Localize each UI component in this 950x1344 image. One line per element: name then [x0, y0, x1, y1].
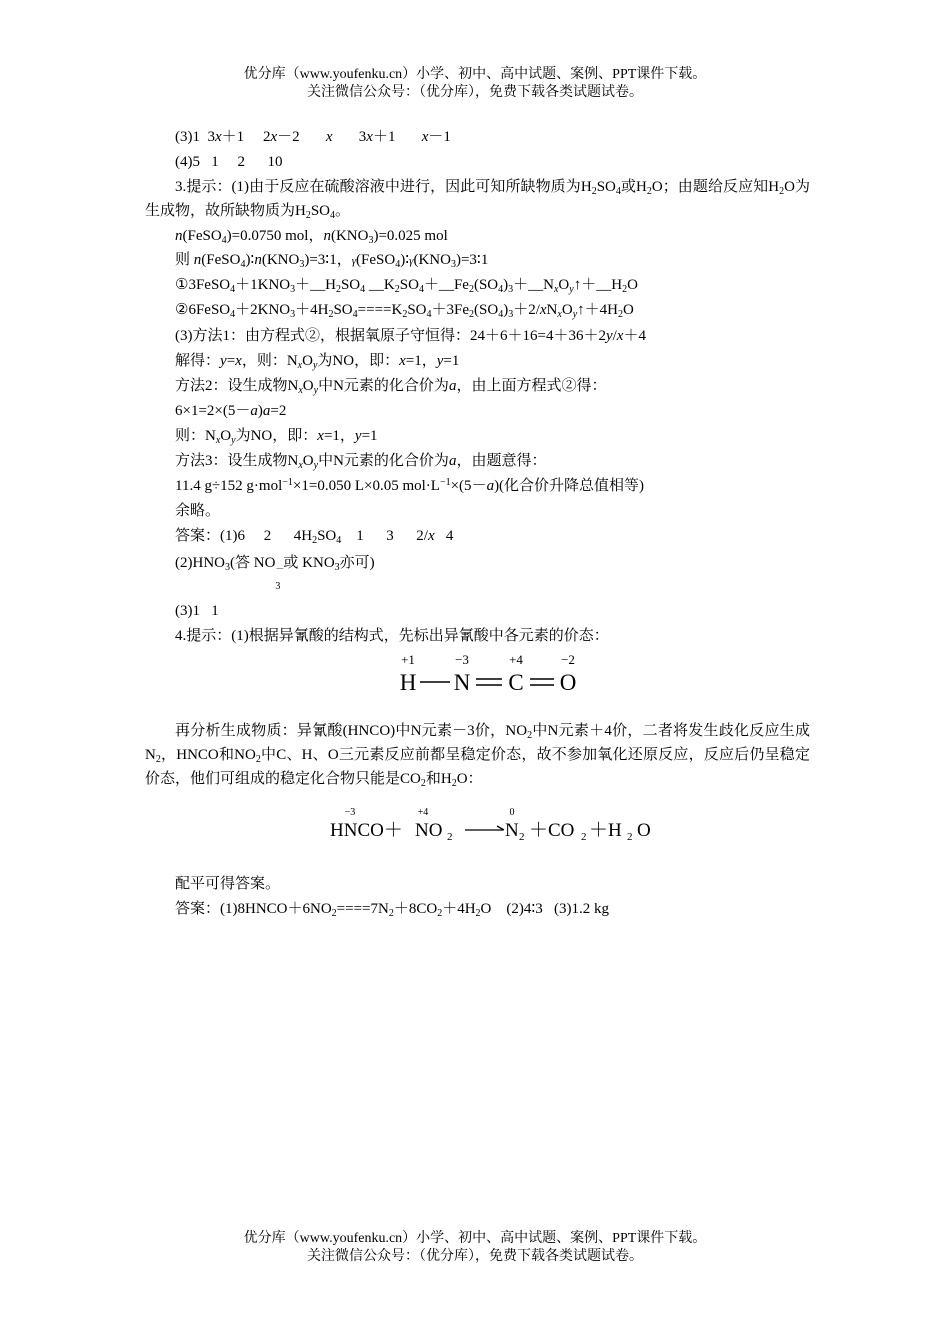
product-co2: ＋CO: [529, 820, 575, 841]
sub-2-c: 2: [581, 831, 587, 843]
footer-line-2: 关注微信公众号：（优分库），免费下载各类试题试卷。: [307, 1249, 643, 1264]
calc-3: 11.4 g÷152 g·mol$^{-1}$×1=0.050 L×0.05 $mol\cdot L^{-1}\times(5-a)$(化合价升降总值相等): [175, 477, 645, 494]
calc-2: 6×1=2×(5－a)a=2: [175, 403, 287, 419]
isocyanic-acid-structure: [390, 652, 590, 697]
footer-line-1: 优分库（www.youfenku.cn）小学、初中、高中试题、案例、PPT课件下载。: [243, 1231, 707, 1246]
header-line-2: 关注微信公众号：（优分库），免费下载各类试题试卷。: [307, 85, 643, 100]
valence-n2: 0: [509, 807, 515, 818]
footer: [0, 1230, 950, 1266]
q4-hint: 4.提示：(1)根据异氰酸的结构式，先标出异氰酸中各元素的价态：: [175, 628, 609, 644]
atom-c: C: [508, 670, 524, 695]
valence-c: +4: [509, 652, 523, 667]
atom-o: O: [559, 670, 577, 695]
reaction-equation: [325, 804, 665, 848]
equation-2: $②6FeSO_4+2KNO_3+4H_2SO_4====K_2SO_4+3Fe_2(SO_4)_3+2/xN_xO_y↑+4H_2O$: [175, 302, 634, 320]
q2-part3: (3)1 3x＋1 2x－2 x 3x＋1 x－1: [175, 129, 451, 145]
answer-1: 答案：(1)6 2 $4H_2SO_4$ 1 3 2/x 4: [175, 528, 454, 546]
balance-note: 配平可得答案。: [175, 876, 281, 892]
method-3: 方法3：设生成物$N_xO_y$中N元素的化合价为a，由题意得：: [175, 453, 547, 471]
answer-3: (3)1 1: [175, 603, 219, 619]
moles-line: n(FeSO$_4$)=0.0750 mol，$n(KNO_3)=0.025$ mol: [175, 228, 448, 246]
reactant-no2: NO: [415, 820, 443, 841]
valence-h: +1: [401, 652, 415, 667]
sub-2-b: 2: [519, 831, 525, 843]
q2-part4: (4)5 1 2 10: [175, 154, 283, 170]
then-2: 则：$N_xO_y$为NO，即：x=1，y=1: [175, 428, 378, 446]
sub-2-d: 2: [627, 831, 633, 843]
final-answer: 答案：$(1)8HNCO+6NO_2====7N_2+8CO_2+4H_2O$ (2)4∶3 (3)1.2 kg: [175, 901, 609, 919]
answer-2: $(2)HNO_3$(答 NO － 3 或 $KNO_3$亦可): [175, 555, 375, 592]
valence-n: −3: [455, 652, 469, 667]
valence-o: −2: [561, 652, 575, 667]
header: [0, 66, 950, 102]
header-line-1: 优分库（www.youfenku.cn）小学、初中、高中试题、案例、PPT课件下载。: [243, 67, 707, 82]
reactant-hnco: HNCO＋: [330, 820, 403, 841]
product-h2o-h: ＋H: [589, 820, 622, 841]
product-h2o-o: O: [637, 820, 651, 841]
method-1: (3)方法1：由方程式②，根据氧原子守恒得：24＋6＋16=4＋36＋2y/x＋4: [175, 328, 646, 344]
sub-2-a: 2: [447, 831, 453, 843]
valence-hnco-n: −3: [344, 807, 356, 818]
valence-no2-n: +4: [417, 807, 429, 818]
atom-h: H: [399, 670, 417, 695]
equation-1: $①3FeSO_4+1KNO_3+\_\_H_2SO_4$ $\_\_K_2SO_4+\_\_Fe_2(SO_4)_3+\_\_N_xO_y↑+\_\_H_2O$: [175, 277, 638, 295]
solve-1: 解得：y=x，则：$N_xO_y$为NO，即：x=1，y=1: [175, 353, 460, 371]
product-n2: N: [505, 820, 519, 841]
q3-hint: 3.提示：(1)由于反应在硫酸溶液中进行，因此可知所缺物质为$H_2SO_4$或$H_2O$；由题给反应知$H_2O$为生成物，故所缺物质为$H_2SO_4$。: [145, 179, 811, 221]
omit-note: 余略。: [175, 503, 221, 519]
analysis-paragraph: 再分析生成物质：异氰酸(HNCO)中N元素－3价，$NO_2$中N元素＋4价，二者将发生歧化反应生成$N_2$，HNCO和$NO_2$中C、H、O三元素反应前都呈稳定价态，故不参加氧化还原反应，反应后仍呈稳定价态，他们可组成的稳定化合物只能是$CO_2$和$H_2O$：: [145, 723, 810, 789]
ratio-line: 则 $n(FeSO_4)∶n(KNO_3)=3∶1$，$\gamma(FeSO_4)∶\gamma(KNO_3)=3∶1$: [175, 252, 489, 270]
method-2: 方法2：设生成物$N_xO_y$中N元素的化合价为a，由上面方程式②得：: [175, 378, 607, 396]
atom-n: N: [453, 670, 471, 695]
